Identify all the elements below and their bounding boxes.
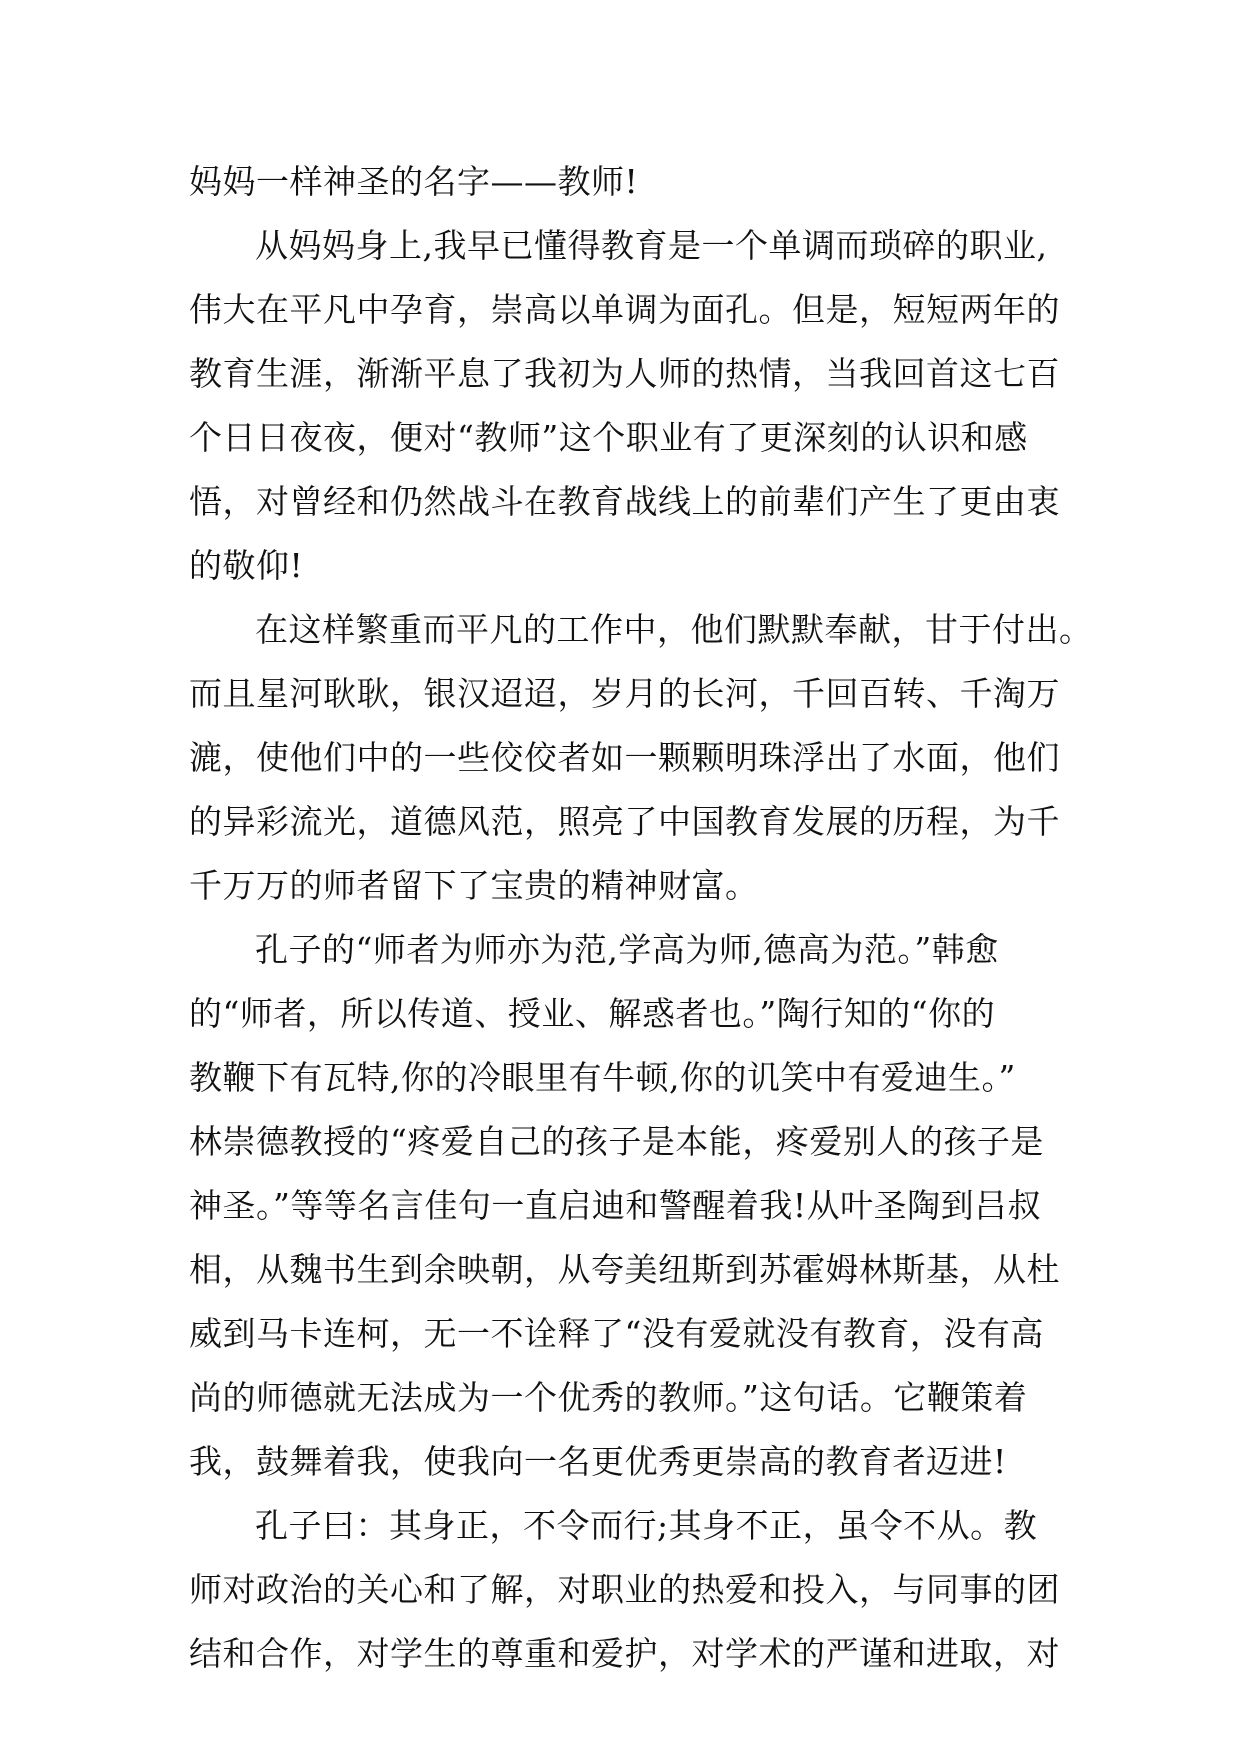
text-line: 结和合作，对学生的尊重和爱护，对学术的严谨和进取，对	[189, 1634, 1060, 1673]
text-line: 漉，使他们中的一些佼佼者如一颗颗明珠浮出了水面，他们	[189, 738, 1060, 777]
text-line: 的敬仰!	[189, 546, 304, 585]
text-line: 伟大在平凡中孕育，崇高以单调为面孔。但是，短短两年的	[189, 290, 1060, 329]
text-line: 千万万的师者留下了宝贵的精神财富。	[189, 866, 759, 905]
text-line: 相，从魏书生到余映朝，从夸美纽斯到苏霍姆林斯基，从杜	[189, 1250, 1060, 1289]
text-line: 孔子曰：其身正，不令而行;其身不正，虽令不从。教	[255, 1506, 1038, 1545]
text-line: 在这样繁重而平凡的工作中，他们默默奉献，甘于付出。	[255, 610, 1093, 649]
text-line: 悟，对曾经和仍然战斗在教育战线上的前辈们产生了更由衷	[189, 482, 1060, 521]
text-line: 妈妈一样神圣的名字——教师!	[189, 162, 639, 201]
text-line: 威到马卡连柯，无一不诠释了“没有爱就没有教育，没有高	[189, 1314, 1044, 1353]
document-body	[189, 150, 1093, 1686]
text-line: 的“师者，所以传道、授业、解惑者也。”陶行知的“你的	[189, 994, 996, 1033]
text-line: 师对政治的关心和了解，对职业的热爱和投入，与同事的团	[189, 1570, 1060, 1609]
text-line: 教育生涯，渐渐平息了我初为人师的热情，当我回首这七百	[189, 354, 1060, 393]
text-line: 从妈妈身上,我早已懂得教育是一个单调而琐碎的职业,	[255, 226, 1048, 265]
text-line: 的异彩流光，道德风范，照亮了中国教育发展的历程，为千	[189, 802, 1060, 841]
text-line: 尚的师德就无法成为一个优秀的教师。”这句话。它鞭策着	[189, 1378, 1028, 1417]
text-line: 孔子的“师者为师亦为范,学高为师,德高为范。”韩愈	[255, 930, 999, 969]
text-line: 而且星河耿耿，银汉迢迢，岁月的长河，千回百转、千淘万	[189, 674, 1060, 713]
text-line: 我，鼓舞着我，使我向一名更优秀更崇高的教育者迈进!	[189, 1442, 1007, 1481]
text-line: 教鞭下有瓦特,你的冷眼里有牛顿,你的讥笑中有爱迪生。”	[189, 1058, 1016, 1097]
text-line: 个日日夜夜，便对“教师”这个职业有了更深刻的认识和感	[189, 418, 1028, 457]
text-line: 神圣。”等等名言佳句一直启迪和警醒着我!从叶圣陶到吕叔	[189, 1186, 1042, 1225]
text-line: 林崇德教授的“疼爱自己的孩子是本能，疼爱别人的孩子是	[189, 1122, 1044, 1161]
